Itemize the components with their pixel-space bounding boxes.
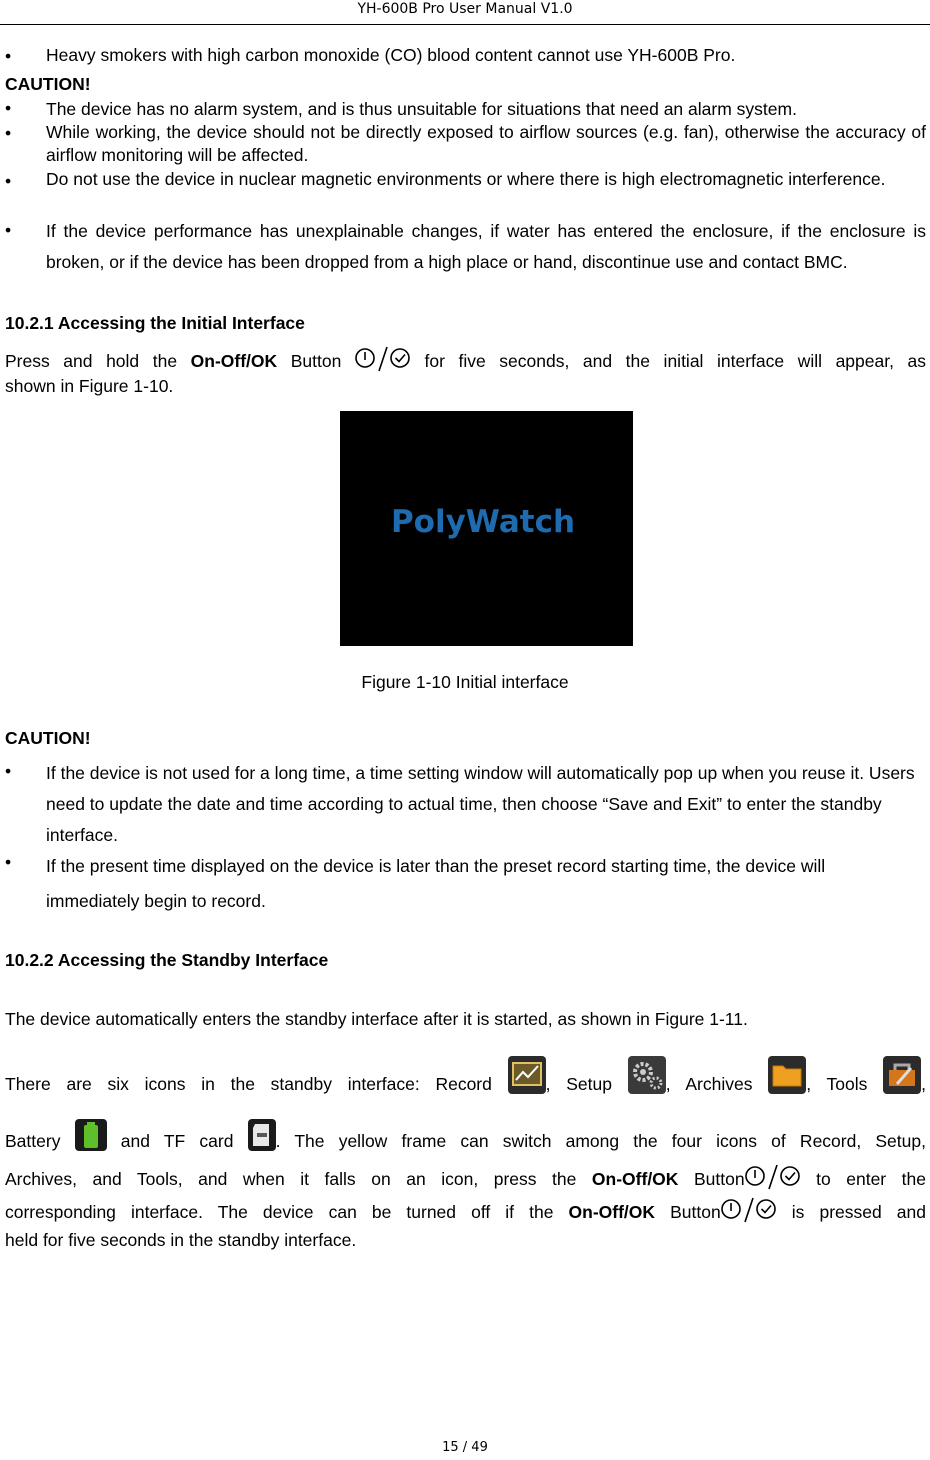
text: for five seconds, and the initial interface will appear, as (410, 351, 927, 371)
button-name: On-Off/OK (190, 351, 278, 371)
caution-title: CAUTION! (5, 74, 91, 94)
paragraph-standby-intro: The device automatically enters the standby interface after it is started, as shown in Figure 1-11. (5, 1009, 748, 1029)
manual-title: YH-600B Pro User Manual V1.0 (357, 1, 573, 17)
tools-icon (883, 1056, 921, 1094)
page-number: 15 / 49 (442, 1440, 488, 1455)
text: Archives, and Tools, and when it falls on an icon, press the (5, 1169, 592, 1189)
text: , Archives (665, 1074, 769, 1094)
svg-text:PolyWatch: PolyWatch (390, 504, 576, 540)
text: is pressed and (776, 1202, 926, 1222)
power-ok-icon (745, 1163, 801, 1191)
text: Press and hold the (5, 351, 191, 371)
section-heading-initial: 10.2.1 Accessing the Initial Interface (5, 313, 305, 333)
caution-item-record: If the present time displayed on the device is later than the preset record starting time, the device will immediately begin to record. (46, 856, 826, 911)
bullet-marker: • (5, 171, 12, 191)
bullet-smokers: Heavy smokers with high carbon monoxide (CO) blood content cannot use YH-600B Pro. (46, 45, 736, 65)
caution-item-time-setting: If the device is not used for a long time, a time setting window will automatically pop up when you reuse it. Users need to update the date and time according to actual time, then choose “Save and Exit” to enter the standby interface. (46, 763, 915, 845)
power-ok-icon (721, 1196, 777, 1224)
archives-folder-icon (768, 1056, 806, 1094)
text: and TF card (106, 1131, 248, 1151)
paragraph-initial-line2: shown in Figure 1-10. (5, 376, 174, 396)
text: . The yellow frame can switch among the four icons of Record, Setup, (275, 1131, 926, 1151)
paragraph-icons-line2 (5, 1119, 926, 1160)
text: Battery (5, 1131, 75, 1151)
caution-title: CAUTION! (5, 728, 91, 748)
polywatch-logo (340, 411, 633, 646)
text: , Tools (806, 1074, 884, 1094)
power-ok-icon (355, 345, 411, 373)
text: , (921, 1074, 926, 1094)
bullet-marker: • (5, 761, 12, 781)
figure-caption: Figure 1-10 Initial interface (361, 672, 569, 692)
text: Button (655, 1202, 721, 1222)
bullet-marker: • (5, 220, 12, 240)
paragraph-icons-line4 (5, 1195, 926, 1229)
bullet-marker: • (5, 46, 12, 66)
bullet-marker: • (5, 123, 12, 143)
caution-item-alarm: The device has no alarm system, and is thus unsuitable for situations that need an alarm system. (46, 99, 797, 119)
text: There are six icons in the standby interface: Record (5, 1074, 508, 1094)
button-name: On-Off/OK (591, 1169, 679, 1189)
caution-item-magnetic: Do not use the device in nuclear magnetic environments or where there is high electromagnetic interference. (46, 169, 886, 189)
button-name: On-Off/OK (568, 1202, 656, 1222)
page-header (0, 0, 930, 25)
paragraph-icons-line1 (5, 1056, 926, 1103)
setup-gear-icon (628, 1056, 666, 1094)
text: Button (678, 1169, 745, 1189)
text: Button (277, 351, 355, 371)
bullet-marker: • (5, 852, 12, 872)
text: to enter the (800, 1169, 926, 1189)
paragraph-initial-line1 (5, 345, 926, 375)
record-icon (508, 1056, 546, 1094)
text: corresponding interface. The device can be turned off if the (5, 1202, 569, 1222)
paragraph-icons-line3 (5, 1162, 926, 1196)
text: , Setup (545, 1074, 628, 1094)
initial-interface-screenshot (340, 411, 633, 646)
section-heading-standby: 10.2.2 Accessing the Standby Interface (5, 950, 329, 970)
battery-icon (75, 1119, 107, 1151)
tf-card-icon (248, 1119, 276, 1151)
caution-item-airflow: While working, the device should not be directly exposed to airflow sources (e.g. fan), otherwise the accuracy of airflow monitoring will be affected. (46, 122, 926, 165)
caution-item-performance: If the device performance has unexplainable changes, if water has entered the enclosure, if the enclosure is broken, or if the device has been dropped from a high place or hand, discontinue use and contact BMC. (46, 221, 926, 272)
bullet-marker: • (5, 98, 12, 118)
paragraph-icons-line5: held for five seconds in the standby interface. (5, 1230, 357, 1250)
